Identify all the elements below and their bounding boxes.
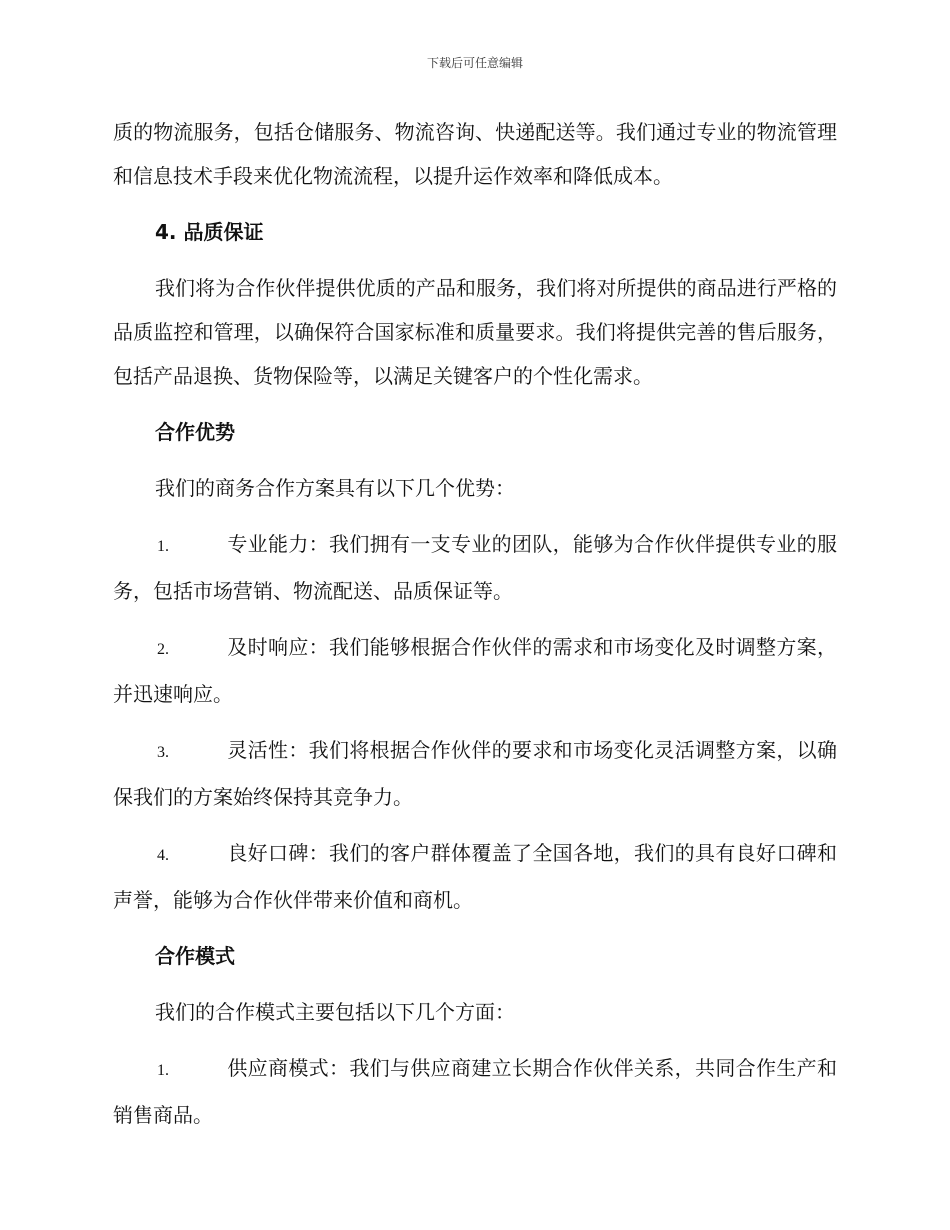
list-number: 1. <box>157 1062 169 1079</box>
list-text: 良好口碑：我们的客户群体覆盖了全国各地，我们的具有良好口碑和声誉，能够为合作伙伴带来价值和商机。 <box>113 841 837 912</box>
paragraph: 质的物流服务，包括仓储服务、物流咨询、快递配送等。我们通过专业的物流管理和信息技术手段来优化物流流程，以提升运作效率和降低成本。 <box>113 120 837 188</box>
list-text: 灵活性：我们将根据合作伙伴的要求和市场变化灵活调整方案，以确保我们的方案始终保持其竞争力。 <box>113 738 837 809</box>
list-number: 3. <box>157 744 169 761</box>
list-text: 及时响应：我们能够根据合作伙伴的需求和市场变化及时调整方案，并迅速响应。 <box>113 635 837 706</box>
paragraph: 我们的合作模式主要包括以下几个方面： <box>155 1000 515 1024</box>
list-item <box>113 1046 837 1137</box>
paragraph: 我们将为合作伙伴提供优质的产品和服务，我们将对所提供的商品进行严格的品质监控和管理，以确保符合国家标准和质量要求。我们将提供完善的售后服务，包括产品退换、货物保险等，以满足关键客户的个性化需求。 <box>113 276 837 388</box>
list-text: 专业能力：我们拥有一支专业的团队，能够为合作伙伴提供专业的服务，包括市场营销、物流配送、品质保证等。 <box>113 532 837 603</box>
section-heading: 合作优势 <box>155 420 235 444</box>
section-heading: 4. 品质保证 <box>155 220 264 244</box>
section-heading: 合作模式 <box>155 944 235 968</box>
page-header: 下载后可任意编辑 <box>426 56 523 70</box>
document-body <box>113 110 837 1149</box>
list-text: 供应商模式：我们与供应商建立长期合作伙伴关系，共同合作生产和销售商品。 <box>113 1056 837 1127</box>
list-number: 1. <box>157 538 169 555</box>
list-item <box>113 625 837 716</box>
paragraph: 我们的商务合作方案具有以下几个优势： <box>155 476 515 500</box>
list-item <box>113 831 837 922</box>
list-number: 2. <box>157 641 169 658</box>
list-item <box>113 522 837 613</box>
list-number: 4. <box>157 847 169 864</box>
list-item <box>113 728 837 819</box>
